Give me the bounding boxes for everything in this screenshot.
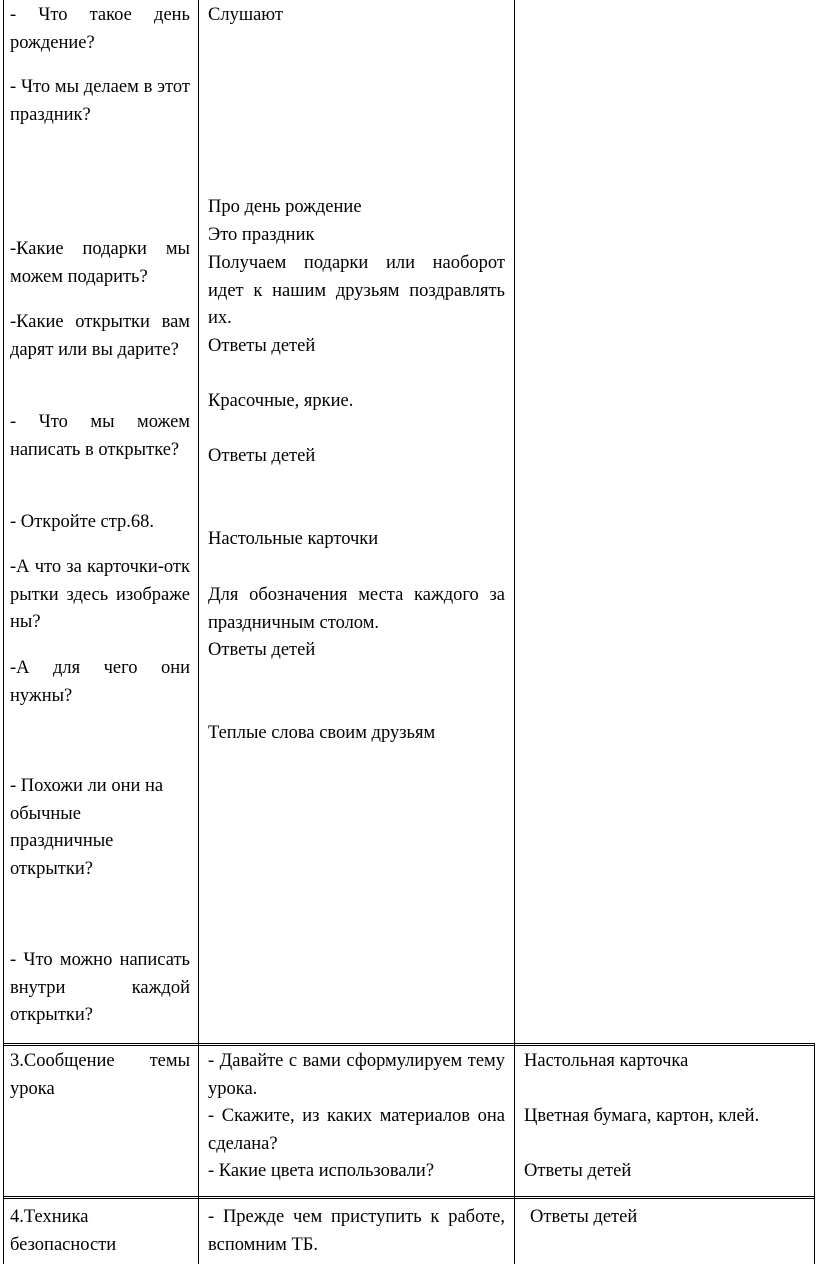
stage-topic-message: 3.Сообщение темы урока — [10, 1051, 190, 1099]
text-line: -А что за карточки-открытки здесь изображены? — [10, 557, 190, 632]
text-line: -А для чего они нужны? — [10, 658, 190, 706]
table-row-divider-2 — [3, 1045, 815, 1046]
text-line: - Откройте стр.68. — [10, 512, 155, 532]
answer-listen: Слушают — [208, 5, 283, 25]
student-table-card: Настольная карточка — [524, 1051, 689, 1071]
table-border-col1 — [198, 0, 199, 1264]
student-answers-safety: Ответы детей — [530, 1207, 638, 1227]
table-border-right — [814, 1043, 815, 1264]
answer-children-3: Ответы детей — [208, 640, 316, 660]
answer-about-birthday: Про день рождение — [208, 197, 362, 217]
answer-gifts: Получаем подарки или наоборот идет к нашим друзьям поздравлять их. — [208, 253, 505, 328]
student-answers: Ответы детей — [524, 1161, 632, 1181]
text-line: - Что можно написать внутри каждой открытки? — [10, 950, 190, 1025]
text-line: - Что мы делаем в этот праздник? — [10, 77, 190, 125]
answer-place-marking: Для обозначения места каждого за праздничным столом. — [208, 585, 505, 633]
student-materials: Цветная бумага, картон, клей. — [524, 1106, 760, 1126]
table-border-left — [3, 0, 4, 1264]
text-line: - Похожи ли они на обычные праздничные открытки? — [10, 776, 164, 879]
answer-warm-words: Теплые слова своим друзьям — [208, 723, 436, 743]
text-line: -Какие открытки вам дарят или вы дарите? — [10, 312, 190, 360]
table-row-divider-1 — [3, 1043, 815, 1044]
stage-safety: 4.Техника безопасности — [10, 1207, 117, 1255]
table-border-col2 — [514, 0, 515, 1264]
table-row-divider-4 — [3, 1198, 815, 1199]
teacher-what-colors: - Какие цвета использовали? — [208, 1161, 435, 1181]
answer-children-2: Ответы детей — [208, 446, 316, 466]
answer-holiday: Это праздник — [208, 225, 315, 245]
answer-colorful: Красочные, яркие. — [208, 391, 354, 411]
answer-children-1: Ответы детей — [208, 336, 316, 356]
teacher-before-work: - Прежде чем приступить к работе, вспомним ТБ. — [208, 1207, 505, 1255]
text-line: - Что такое день рождение? — [10, 5, 190, 53]
text-line: - Что мы можем написать в открытке? — [10, 412, 190, 460]
teacher-formulate-topic: - Давайте с вами сформулируем тему урока. — [208, 1051, 505, 1099]
text-line: -Какие подарки мы можем подарить? — [10, 239, 190, 287]
table-row-divider-3 — [3, 1196, 815, 1197]
answer-table-cards: Настольные карточки — [208, 529, 379, 549]
teacher-what-materials: - Скажите, из каких материалов она сделана? — [208, 1106, 505, 1154]
